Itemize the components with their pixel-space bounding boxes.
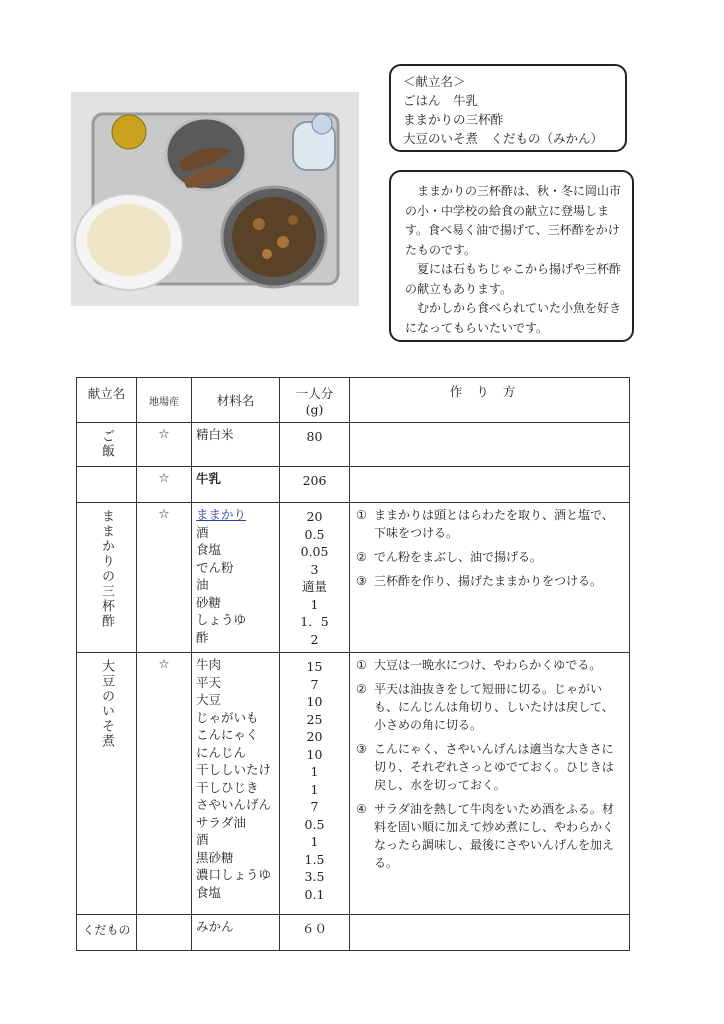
header-local: 地場産 <box>137 378 192 423</box>
ingredient: 黒砂糖 <box>196 849 234 865</box>
ingredient: しょうゆ <box>196 612 247 627</box>
recipe-table <box>76 377 630 951</box>
menu-name-box <box>389 64 627 152</box>
header-dish: 献立名 <box>77 378 137 423</box>
dish-name: ままかりの三杯酢 <box>99 509 114 629</box>
amount: 7 <box>310 676 319 692</box>
ingredient: 干しひじき <box>196 779 259 795</box>
amount: 1 <box>310 781 319 797</box>
header-amount <box>280 378 350 423</box>
menu-line: ままかりの三杯酢 <box>403 112 504 127</box>
step-text: 大豆は一晩水につけ、やわらかくゆでる。 <box>374 658 602 672</box>
ingredient-cell <box>192 467 280 503</box>
amount: 15 <box>306 659 323 674</box>
step-text: でん粉をまぶし、油で揚げる。 <box>374 550 543 564</box>
ingredient-cell <box>192 915 280 951</box>
amount: 1 <box>310 764 319 779</box>
ingredient: じゃがいも <box>196 709 259 725</box>
ingredient: こんにゃく <box>196 727 259 742</box>
header-amount-label: 一人分 <box>295 385 334 401</box>
dish-cell <box>77 653 137 915</box>
ingredient: 砂糖 <box>196 594 222 610</box>
table-row <box>77 467 630 503</box>
ingredient: 油 <box>196 577 209 592</box>
amount: 1 <box>310 834 319 849</box>
table-header-row <box>77 378 630 423</box>
method-step <box>356 800 623 872</box>
amount: 0.5 <box>304 816 325 832</box>
table-row <box>77 423 630 467</box>
step-number: ④ <box>356 802 367 816</box>
amount-cell <box>280 467 350 503</box>
ingredient: さやいんげん <box>196 797 272 812</box>
step-number: ② <box>356 682 367 696</box>
amount: ６０ <box>301 921 327 936</box>
method-step <box>356 572 623 590</box>
local-mark <box>137 915 192 951</box>
ingredient-link[interactable]: ままかり <box>196 507 247 522</box>
amount: 0.5 <box>304 526 325 542</box>
header-ingredient: 材料名 <box>192 378 280 423</box>
amount-cell <box>280 915 350 951</box>
ingredient: 食塩 <box>196 884 222 900</box>
description-paragraph: むかしから食べられていた小魚を好きになってもらいたいです。 <box>405 301 622 335</box>
description-box <box>389 170 634 342</box>
dish-name: 大豆のいそ煮 <box>99 659 114 749</box>
step-number: ① <box>356 508 367 522</box>
ingredient: サラダ油 <box>196 814 246 830</box>
ingredient-cell <box>192 423 280 467</box>
ingredient-cell <box>192 653 280 915</box>
menu-line: 大豆のいそ煮 くだもの（みかん） <box>403 131 604 146</box>
meal-photo <box>71 92 359 306</box>
amount: 7 <box>310 799 319 814</box>
local-mark: ☆ <box>137 503 192 653</box>
amount: 0.05 <box>300 544 329 559</box>
table-row <box>77 653 630 915</box>
amount: 20 <box>306 509 323 524</box>
method-step <box>356 656 623 674</box>
ingredient: 精白米 <box>196 427 234 442</box>
header-amount-unit: (g) <box>305 401 324 417</box>
step-number: ① <box>356 658 367 672</box>
ingredient: 酒 <box>196 524 209 540</box>
amount: 206 <box>302 473 327 488</box>
dish-cell <box>77 467 137 503</box>
table-row <box>77 503 630 653</box>
ingredient: 干ししいたけ <box>196 762 272 777</box>
ingredient: みかん <box>196 919 234 934</box>
step-number: ② <box>356 550 367 564</box>
ingredient: でん粉 <box>196 559 234 575</box>
amount-cell <box>280 653 350 915</box>
ingredient: 牛肉 <box>196 657 222 672</box>
method-step <box>356 506 623 542</box>
amount: 80 <box>306 429 323 444</box>
amount: 10 <box>306 746 323 762</box>
ingredient: 平天 <box>196 674 222 690</box>
amount: 適量 <box>301 579 327 594</box>
step-text: 平天は油抜きをして短冊に切る。じゃがいも、にんじんは角切り、しいたけは戻して、小さめの角に切る。 <box>374 682 614 732</box>
ingredient: 大豆 <box>196 692 222 707</box>
dish-cell <box>77 915 137 951</box>
method-cell <box>350 467 630 503</box>
amount: 1.5 <box>304 851 325 867</box>
method-step <box>356 548 623 566</box>
amount: 3 <box>310 561 319 577</box>
ingredient: 酒 <box>196 832 209 847</box>
amount: 1 <box>310 596 319 612</box>
local-mark: ☆ <box>137 653 192 915</box>
amount: 1．5 <box>300 614 329 629</box>
method-cell <box>350 423 630 467</box>
method-cell <box>350 503 630 653</box>
amount: 20 <box>306 729 323 744</box>
dish-cell <box>77 423 137 467</box>
dish-name: くだもの <box>82 923 131 937</box>
ingredient: 食塩 <box>196 542 222 557</box>
ingredient: 酢 <box>196 629 209 645</box>
ingredient: にんじん <box>196 744 247 760</box>
amount-cell <box>280 503 350 653</box>
step-text: サラダ油を熱して牛肉をいため酒をふる。材料を固い順に加えて炒め煮にし、やわらかくなったら調味し、最後にさやいんげんを加える。 <box>374 802 615 870</box>
meal-tray-image <box>71 92 359 306</box>
dish-cell <box>77 503 137 653</box>
description-paragraph: ままかりの三杯酢は、秋・冬に岡山市の小・中学校の給食の献立に登場します。食べ易く油で揚げて、三杯酢をかけたものです。 <box>405 184 622 257</box>
amount: 3.5 <box>304 869 325 884</box>
menu-heading: ＜献立名＞ <box>403 74 466 89</box>
amount: 2 <box>310 631 319 647</box>
menu-line: ごはん 牛乳 <box>403 93 479 108</box>
description-paragraph: 夏には石もちじゃこから揚げや三杯酢の献立もあります。 <box>405 262 622 296</box>
ingredient: 濃口しょうゆ <box>196 867 272 882</box>
amount: 0.1 <box>304 886 325 902</box>
amount: 25 <box>306 711 323 727</box>
step-text: こんにゃく、さやいんげんは適当な大きさに切り、それぞれさっとゆでておく。ひじきは戻し、水を切っておく。 <box>374 742 614 792</box>
step-number: ③ <box>356 574 367 588</box>
local-mark: ☆ <box>137 467 192 503</box>
table-row <box>77 915 630 951</box>
amount-cell <box>280 423 350 467</box>
method-step <box>356 680 623 734</box>
method-cell <box>350 653 630 915</box>
step-text: 三杯酢を作り、揚げたままかりをつける。 <box>374 574 603 588</box>
method-cell <box>350 915 630 951</box>
ingredient-cell <box>192 503 280 653</box>
method-step <box>356 740 623 794</box>
ingredient: 牛乳 <box>196 471 222 486</box>
step-number: ③ <box>356 742 367 756</box>
local-mark: ☆ <box>137 423 192 467</box>
step-text: ままかりは頭とはらわたを取り、酒と塩で、下味をつける。 <box>374 508 614 540</box>
header-method: 作り方 <box>350 378 630 423</box>
amount: 10 <box>306 694 323 709</box>
dish-name: ご飯 <box>99 429 114 459</box>
